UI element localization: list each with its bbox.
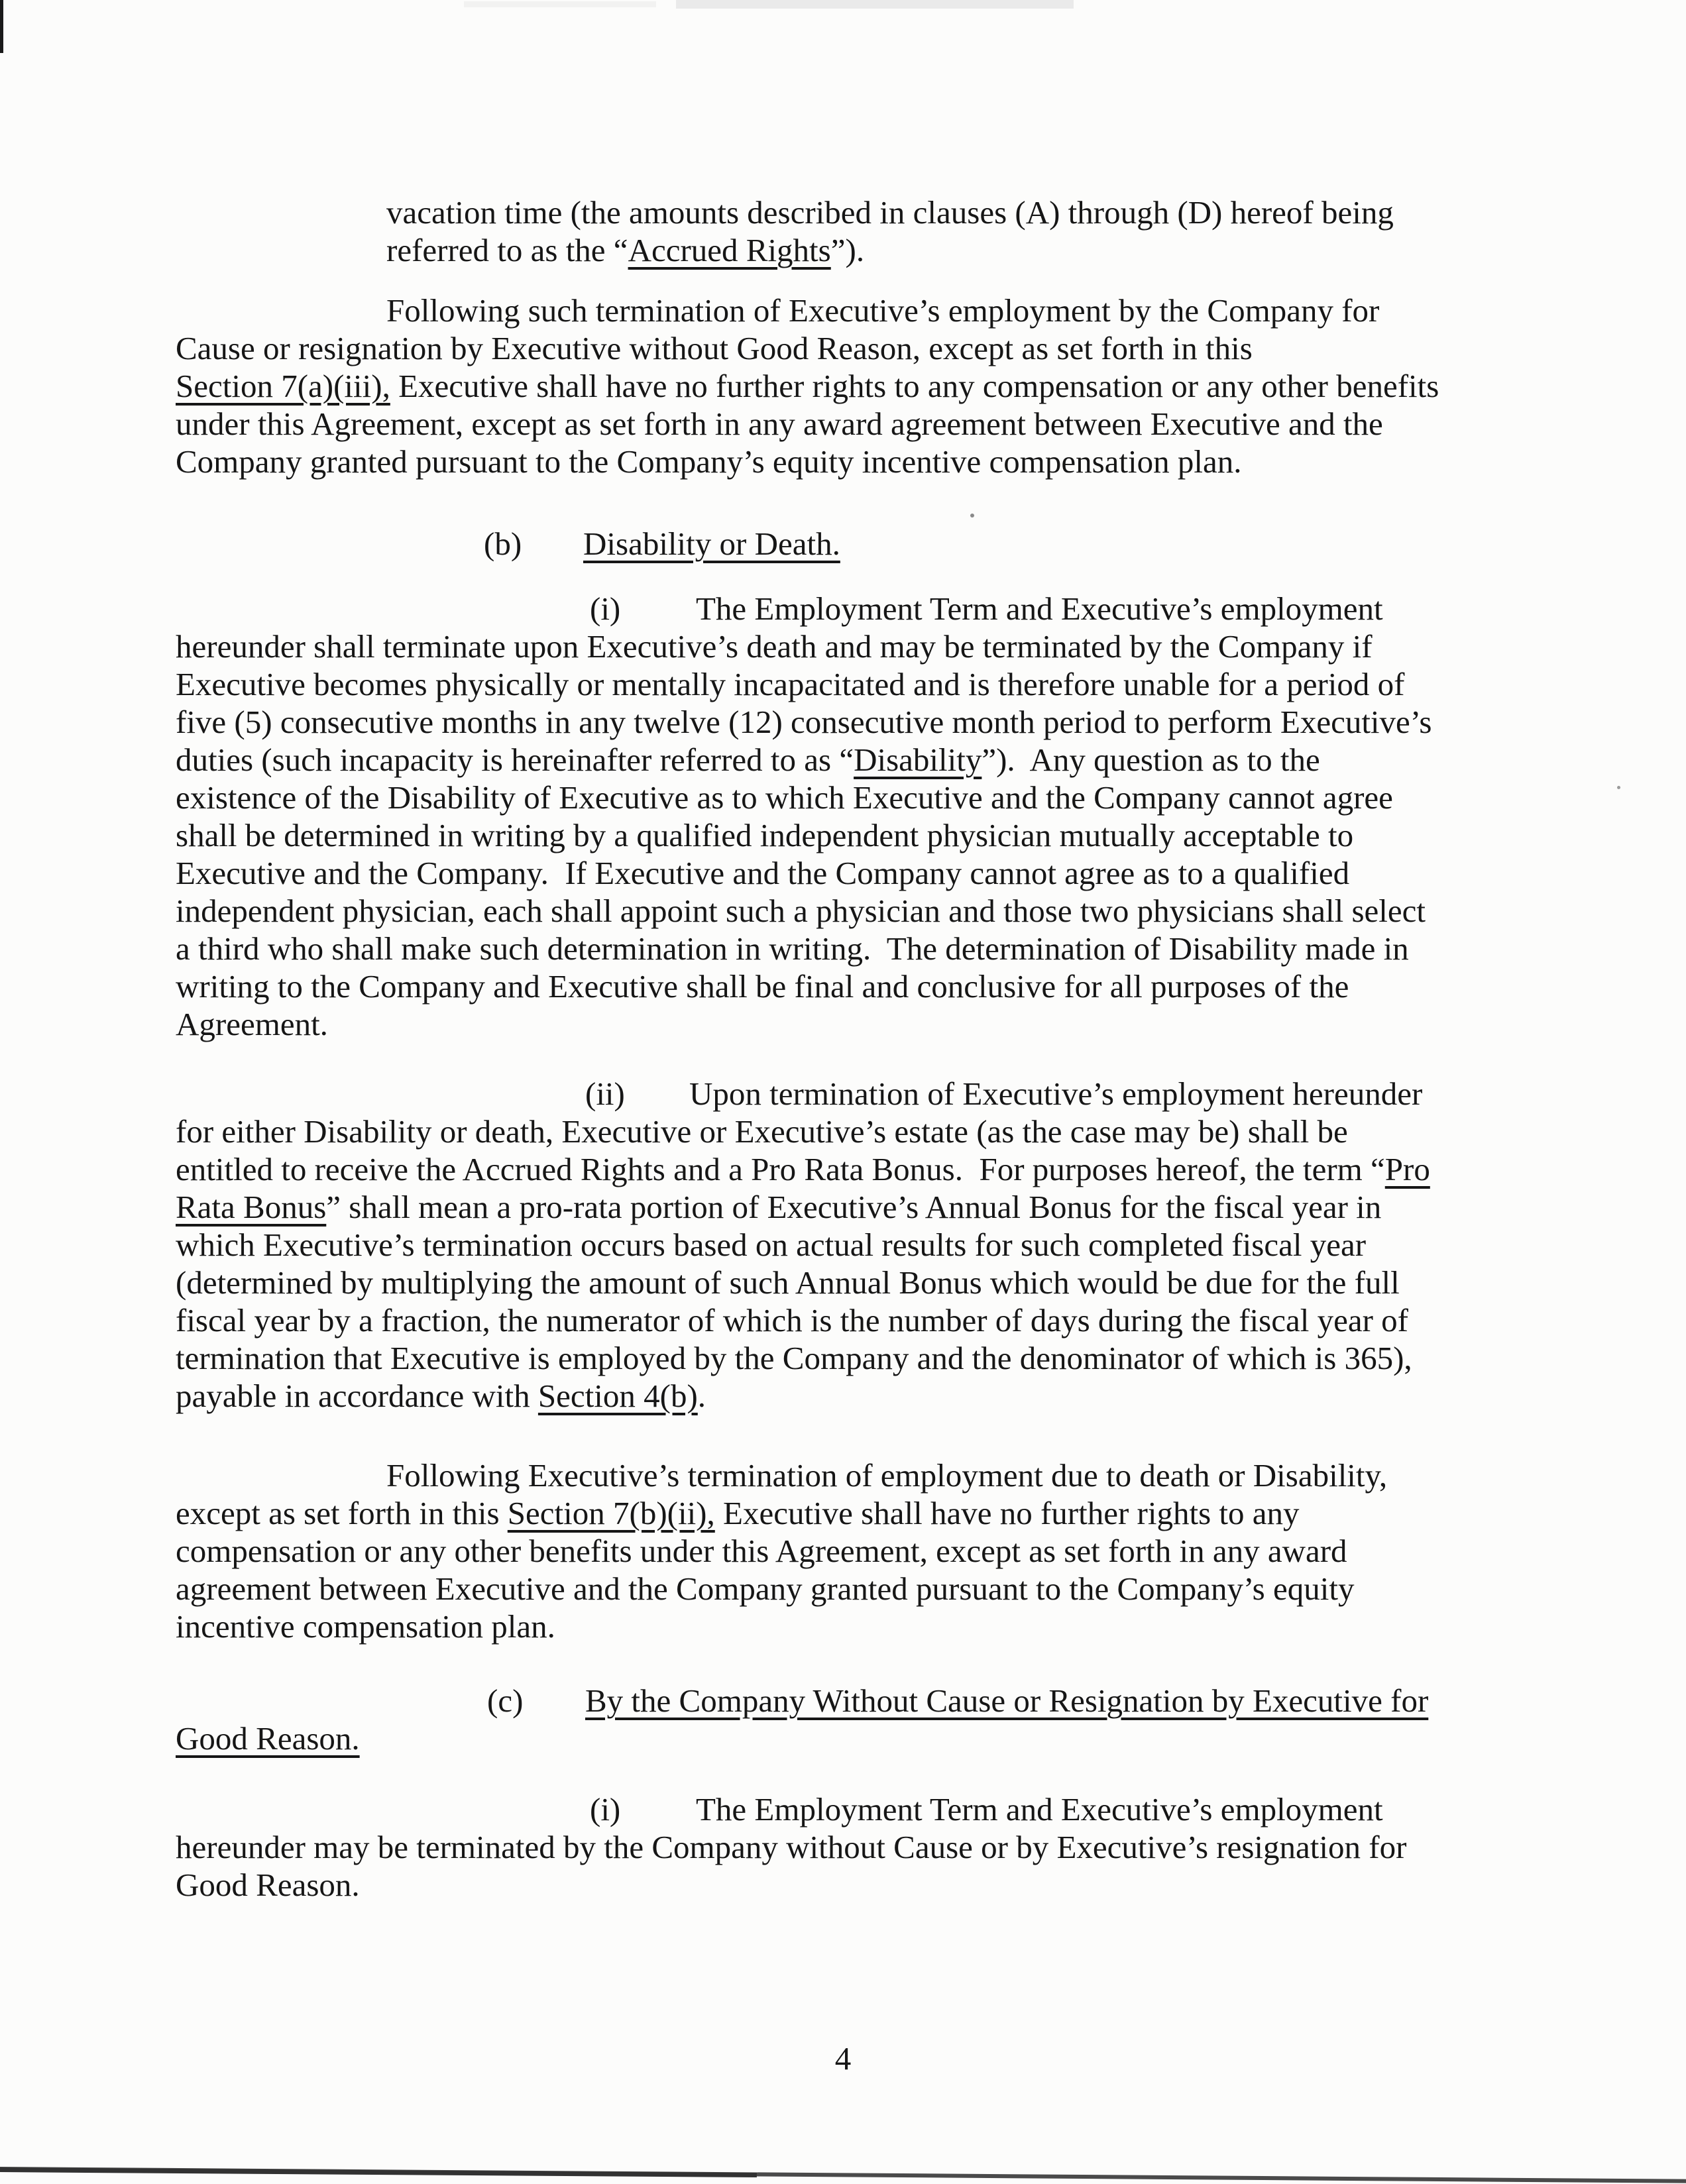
- paragraph-termination-death-disability: [176, 1456, 1534, 1645]
- document-line: [176, 193, 1534, 231]
- scan-artifact-corner-mark: [0, 0, 3, 53]
- clause-label-ii: (ii): [585, 1075, 625, 1112]
- heading-title: By the Company Without Cause or Resignation by Executive for: [585, 1682, 1429, 1719]
- text-segment: The Employment Term and Executive’s employment: [696, 590, 1383, 627]
- text-segment: Cause or resignation by Executive without Good Reason, except as set forth in this: [176, 330, 1253, 366]
- text-segment: termination that Executive is employed by the Company and the denominator of which is 365),: [176, 1340, 1412, 1376]
- text-segment: referred to as the “: [386, 232, 628, 268]
- text-segment: Upon termination of Executive’s employment hereunder: [689, 1075, 1423, 1112]
- heading-without-cause-good-reason: [176, 1682, 1534, 1757]
- document-line: [176, 1075, 1534, 1113]
- scan-artifact-speck: [970, 514, 974, 518]
- text-segment: shall be determined in writing by a qualified independent physician mutually acceptable to: [176, 817, 1354, 853]
- text-segment: hereunder shall terminate upon Executive’s death and may be terminated by the Company if: [176, 628, 1373, 665]
- clause-label-b: (b): [484, 525, 522, 562]
- document-line: [176, 1866, 1534, 1904]
- document-line: [176, 1005, 1534, 1043]
- text-segment: duties (such incapacity is hereinafter referred to as “: [176, 741, 854, 778]
- document-line: [176, 1682, 1534, 1720]
- document-line: [176, 628, 1534, 665]
- text-segment: payable in accordance with: [176, 1378, 538, 1414]
- underlined-term-accrued-rights: Accrued Rights: [628, 232, 831, 268]
- underlined-term-pro-rata-bonus: Rata Bonus: [176, 1189, 327, 1225]
- document-line: [176, 1456, 1534, 1494]
- document-line: [176, 1532, 1534, 1570]
- text-segment: Following such termination of Executive’s employment by the Company for: [386, 292, 1380, 329]
- document-line: [176, 590, 1534, 628]
- document-line: [176, 816, 1534, 854]
- document-line: [176, 367, 1534, 405]
- text-segment: entitled to receive the Accrued Rights and a Pro Rata Bonus. For purposes hereof, the term “: [176, 1151, 1385, 1187]
- clause-label-i: (i): [590, 590, 621, 627]
- document-line: [176, 1339, 1534, 1377]
- page-number: 4: [834, 2040, 852, 2077]
- document-line: [176, 1608, 1534, 1645]
- text-segment: Following Executive’s termination of employment due to death or Disability,: [386, 1457, 1388, 1494]
- document-line: [176, 1377, 1534, 1415]
- document-line: [176, 1264, 1534, 1301]
- document-line: [176, 1301, 1534, 1339]
- underlined-term-disability: Disability: [854, 741, 982, 778]
- text-segment: Executive and the Company. If Executive and the Company cannot agree as to a qualified: [176, 855, 1350, 891]
- document-line: [176, 967, 1534, 1005]
- heading-title-continued: Good Reason.: [176, 1720, 360, 1757]
- document-line: [176, 405, 1534, 443]
- document-line: [176, 231, 1534, 269]
- text-segment: independent physician, each shall appoint such a physician and those two physicians shall select: [176, 893, 1426, 929]
- text-segment: Executive becomes physically or mentally incapacitated and is therefore unable for a period of: [176, 666, 1405, 702]
- underlined-section-reference: Section 7(b)(ii),: [507, 1495, 715, 1531]
- document-line: [176, 779, 1534, 816]
- document-line: [176, 525, 1534, 563]
- document-line: [176, 1790, 1534, 1828]
- scan-artifact-top-smudge: [676, 0, 1074, 9]
- text-segment: agreement between Executive and the Company granted pursuant to the Company’s equity: [176, 1570, 1355, 1607]
- paragraph-b-ii: [176, 1075, 1534, 1415]
- text-segment: Executive shall have no further rights to any: [714, 1495, 1300, 1531]
- document-line: [176, 292, 1534, 329]
- text-segment: ”). Any question as to the: [982, 741, 1320, 778]
- text-segment: Executive shall have no further rights to any compensation or any other benefits: [390, 368, 1439, 404]
- text-segment: hereunder may be terminated by the Company without Cause or by Executive’s resignation for: [176, 1829, 1407, 1865]
- scan-artifact-top-smudge-2: [464, 1, 656, 7]
- underlined-section-reference: Section 4(b): [537, 1378, 698, 1414]
- document-line: [176, 329, 1534, 367]
- text-segment: writing to the Company and Executive shall be final and conclusive for all purposes of the: [176, 968, 1349, 1005]
- document-line: [176, 892, 1534, 930]
- document-line: [176, 1226, 1534, 1264]
- clause-label-i: (i): [590, 1791, 621, 1828]
- text-segment: a third who shall make such determination in writing. The determination of Disability made in: [176, 930, 1409, 967]
- text-segment: except as set forth in this: [176, 1495, 508, 1531]
- document-line: [176, 930, 1534, 967]
- text-segment: compensation or any other benefits under this Agreement, except as set forth in any award: [176, 1533, 1347, 1569]
- text-segment: Good Reason.: [176, 1867, 360, 1903]
- text-segment: fiscal year by a fraction, the numerator of which is the number of days during the fiscal year of: [176, 1302, 1408, 1338]
- text-segment: Company granted pursuant to the Company’s equity incentive compensation plan.: [176, 443, 1242, 480]
- text-segment: ” shall mean a pro-rata portion of Executive’s Annual Bonus for the fiscal year in: [326, 1189, 1382, 1225]
- text-segment: under this Agreement, except as set forth in any award agreement between Executive and the: [176, 406, 1383, 442]
- text-segment: five (5) consecutive months in any twelve (12) consecutive month period to perform Executive’s: [176, 704, 1432, 740]
- text-segment: (determined by multiplying the amount of such Annual Bonus which would be due for the full: [176, 1264, 1400, 1301]
- text-segment: .: [697, 1378, 706, 1414]
- scan-artifact-speck: [1617, 786, 1620, 789]
- text-segment: vacation time (the amounts described in clauses (A) through (D) hereof being: [386, 194, 1394, 231]
- paragraph-b-i: [176, 590, 1534, 1043]
- document-line: [176, 443, 1534, 480]
- document-line: [176, 665, 1534, 703]
- paragraph-accrued-rights-clause: [176, 193, 1534, 269]
- text-segment: incentive compensation plan.: [176, 1608, 555, 1645]
- document-line: [176, 1188, 1534, 1226]
- document-line: [176, 1570, 1534, 1608]
- text-segment: which Executive’s termination occurs based on actual results for such completed fiscal year: [176, 1227, 1367, 1263]
- underlined-section-reference: Section 7(a)(iii),: [176, 368, 390, 404]
- document-line: [176, 1150, 1534, 1188]
- text-segment: existence of the Disability of Executive as to which Executive and the Company cannot agree: [176, 779, 1393, 816]
- paragraph-termination-for-cause: [176, 292, 1534, 480]
- document-line: [176, 1828, 1534, 1866]
- document-line: [176, 1720, 1534, 1757]
- clause-label-c: (c): [487, 1682, 524, 1719]
- document-line: [176, 741, 1534, 779]
- text-segment: The Employment Term and Executive’s employment: [696, 1791, 1383, 1828]
- document-line: [176, 1494, 1534, 1532]
- text-segment: Agreement.: [176, 1006, 328, 1042]
- underlined-term-pro-rata-bonus: Pro: [1384, 1151, 1430, 1187]
- heading-title: Disability or Death.: [583, 525, 840, 562]
- heading-disability-or-death: [176, 525, 1534, 563]
- paragraph-c-i: [176, 1790, 1534, 1904]
- document-line: [176, 1113, 1534, 1150]
- document-line: [176, 703, 1534, 741]
- text-segment: ”).: [830, 232, 865, 268]
- document-line: [176, 854, 1534, 892]
- text-segment: for either Disability or death, Executive or Executive’s estate (as the case may be) shall be: [176, 1113, 1348, 1150]
